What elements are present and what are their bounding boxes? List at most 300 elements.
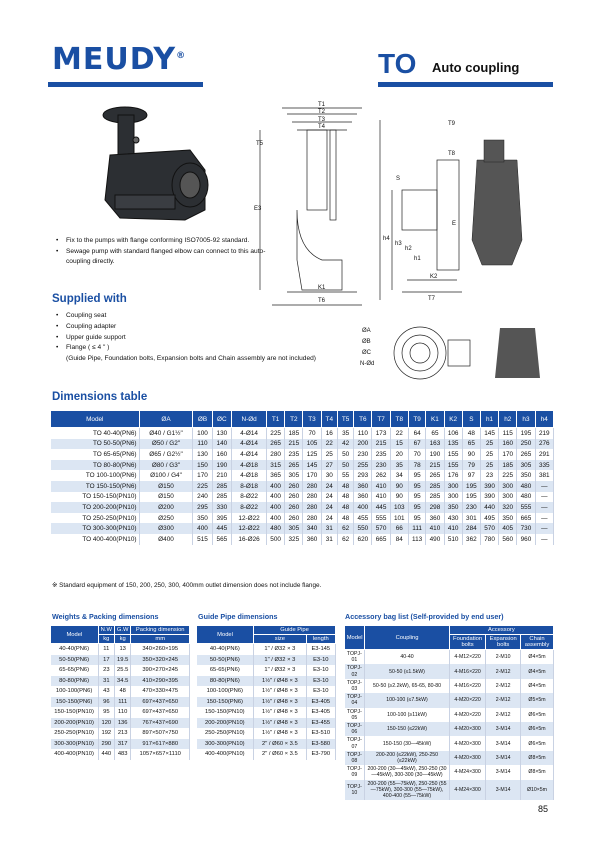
table-cell: 17: [98, 655, 114, 666]
label-t5: T5: [256, 141, 264, 147]
table-cell: 31: [98, 676, 114, 687]
label-t3: T3: [318, 117, 326, 123]
table-cell: 250-250(PN10): [51, 728, 99, 739]
column-header: ØA: [139, 411, 193, 428]
table-row: [345, 765, 554, 779]
table-cell: 305: [285, 470, 303, 481]
table-cell: 300: [499, 492, 517, 503]
label-t9: T9: [448, 121, 456, 127]
table-cell: 440: [98, 749, 114, 760]
table-cell: 20: [390, 449, 408, 460]
dimension-drawing: [252, 100, 558, 315]
table-cell: 97: [462, 470, 480, 481]
table-cell: 570: [480, 523, 498, 534]
guide-table: [196, 625, 336, 760]
table-cell: 390: [480, 481, 498, 492]
table-cell: 48: [462, 428, 480, 439]
table-cell: TOPJ-01: [345, 650, 365, 665]
table-row: [51, 676, 190, 687]
label-t2: T2: [318, 109, 326, 115]
table-cell: TOPJ-07: [345, 736, 365, 750]
table-cell: TO 40-40(PN6): [51, 428, 140, 439]
column-header: T9: [408, 411, 425, 428]
table-cell: TO 50-50(PN6): [51, 439, 140, 450]
table-cell: E3-580: [306, 739, 335, 750]
table-row: [345, 708, 554, 722]
table-cell: 145: [480, 428, 498, 439]
table-cell: 4-Ø18: [232, 470, 267, 481]
table-row: [197, 655, 336, 666]
table-row: [51, 481, 554, 492]
table-cell: 565: [212, 534, 232, 545]
product-name: Auto coupling: [432, 60, 520, 75]
table-row: [51, 655, 190, 666]
table-cell: 173: [372, 428, 390, 439]
table-cell: 200-200 (55—75kW), 250-250 (55—75kW), 300-300 (55—75kW), 400-400 (55—75kW): [365, 780, 450, 801]
col-model: Model: [345, 626, 365, 650]
table-cell: Ø4×5m: [520, 679, 553, 693]
table-cell: 24: [321, 492, 337, 503]
table-cell: 1½" / Ø48 × 3: [254, 697, 307, 708]
table-row: [197, 676, 336, 687]
unit-kg: kg: [98, 635, 114, 644]
table-cell: 200-200 (≤22kW), 250-250 (≤22kW): [365, 751, 450, 765]
table-cell: 225: [193, 481, 212, 492]
table-cell: 200-200(PN10): [197, 718, 254, 729]
column-header: ØC: [212, 411, 232, 428]
table-cell: 1" / Ø32 × 3: [254, 665, 307, 676]
table-cell: 140: [212, 439, 232, 450]
table-cell: 480: [517, 492, 535, 503]
table-cell: E3-405: [306, 707, 335, 718]
table-cell: 445: [212, 523, 232, 534]
table-cell: 4-M24×300: [449, 780, 486, 801]
table-cell: 105: [303, 439, 321, 450]
table-cell: 16: [321, 428, 337, 439]
table-cell: 515: [193, 534, 212, 545]
table-cell: E3-790: [306, 749, 335, 760]
table-cell: 4-Ø18: [232, 460, 267, 471]
table-cell: 262: [372, 470, 390, 481]
table-cell: 400: [267, 481, 285, 492]
table-cell: 200-200(PN10): [51, 718, 99, 729]
table-cell: 25: [480, 439, 498, 450]
accessory-heading: Accessory bag list (Self-provided by end user): [345, 612, 504, 621]
column-header: T4: [321, 411, 337, 428]
table-cell: 295: [193, 502, 212, 513]
table-cell: 50: [337, 449, 353, 460]
table-cell: 100-100 (≥11kW): [365, 708, 450, 722]
table-cell: 135: [444, 439, 462, 450]
table-cell: 48: [337, 513, 353, 524]
flange-drawing: [360, 318, 550, 388]
table-cell: TO 65-65(PN6): [51, 449, 140, 460]
table-cell: TOPJ-08: [345, 751, 365, 765]
table-cell: 115: [499, 428, 517, 439]
table-cell: 50-50(PN6): [51, 655, 99, 666]
table-cell: 350: [499, 513, 517, 524]
table-cell: 4-M20×300: [449, 736, 486, 750]
label-k1: K1: [318, 285, 326, 291]
feature-item: • Fix to the pumps with flange conforming ISO7005-92 standard.: [56, 236, 286, 247]
table-row: [197, 718, 336, 729]
label-oa: ØA: [362, 328, 371, 334]
table-cell: 8-Ø18: [232, 481, 267, 492]
table-cell: 4-M20×220: [449, 708, 486, 722]
table-cell: 25.5: [114, 665, 131, 676]
col-expansion: Expansion bolts: [486, 635, 521, 650]
table-cell: TO 150-150(PN10): [51, 492, 140, 503]
table-cell: 410: [426, 523, 444, 534]
table-cell: 300: [444, 481, 462, 492]
table-cell: Ø65 / G2½": [139, 449, 193, 460]
table-cell: 1" / Ø32 × 3: [254, 655, 307, 666]
table-cell: 16-Ø26: [232, 534, 267, 545]
table-cell: 64: [408, 428, 425, 439]
table-cell: 265: [285, 460, 303, 471]
label-h4: h4: [383, 236, 390, 242]
supplied-item: • Upper guide support: [56, 333, 316, 344]
table-cell: 90: [390, 492, 408, 503]
table-cell: 470×330×475: [131, 686, 190, 697]
table-cell: 50-50 (≥2.2kW), 65-65, 80-80: [365, 679, 450, 693]
table-cell: 300: [499, 481, 517, 492]
table-cell: Ø6×5m: [520, 736, 553, 750]
table-cell: 95: [98, 707, 114, 718]
table-cell: 315: [267, 460, 285, 471]
col-model: Model: [51, 626, 99, 644]
table-cell: 150-150(PN10): [51, 707, 99, 718]
table-cell: 62: [337, 523, 353, 534]
table-cell: 276: [535, 439, 553, 450]
table-cell: 24: [321, 481, 337, 492]
table-cell: 1057×657×1110: [131, 749, 190, 760]
table-cell: Ø4×5m: [520, 650, 553, 665]
column-header: N-Ød: [232, 411, 267, 428]
table-cell: 897×507×750: [131, 728, 190, 739]
table-cell: 480: [267, 523, 285, 534]
table-cell: 130: [212, 428, 232, 439]
table-cell: 400: [193, 523, 212, 534]
table-cell: 106: [444, 428, 462, 439]
table-cell: 730: [517, 523, 535, 534]
header-rule-right: [378, 82, 553, 87]
table-cell: 350: [193, 513, 212, 524]
table-row: [197, 644, 336, 655]
column-header: T3: [303, 411, 321, 428]
table-cell: 340: [303, 523, 321, 534]
table-cell: 260: [285, 513, 303, 524]
table-cell: 150-150(PN6): [197, 697, 254, 708]
table-cell: 22: [321, 439, 337, 450]
col-model: Model: [197, 626, 254, 644]
table-row: [51, 449, 554, 460]
label-e3: E3: [254, 206, 262, 212]
table-cell: 24: [321, 502, 337, 513]
table-cell: 40-40: [365, 650, 450, 665]
col-guide-pipe: Guide Pipe: [254, 626, 336, 635]
table-cell: 192: [98, 728, 114, 739]
table-row: [51, 728, 190, 739]
table-cell: 1½" / Ø48 × 3: [254, 686, 307, 697]
table-cell: 95: [408, 481, 425, 492]
table-cell: 95: [408, 513, 425, 524]
table-cell: 260: [285, 502, 303, 513]
dimensions-header-row: [51, 411, 554, 428]
table-cell: 50: [337, 460, 353, 471]
table-row: [197, 697, 336, 708]
table-cell: TOPJ-10: [345, 780, 365, 801]
table-cell: 405: [499, 523, 517, 534]
table-cell: 4-M24×300: [449, 765, 486, 779]
table-cell: 65-65(PN6): [197, 665, 254, 676]
unit-mm: mm: [131, 635, 190, 644]
table-row: [51, 686, 190, 697]
table-cell: TO 400-400(PN10): [51, 534, 140, 545]
table-cell: 120: [98, 718, 114, 729]
table-cell: TOPJ-06: [345, 722, 365, 736]
table-cell: 265: [267, 439, 285, 450]
table-cell: Ø80 / G3": [139, 460, 193, 471]
col-gw: G.W: [114, 626, 131, 635]
table-cell: TO 80-80(PN6): [51, 460, 140, 471]
table-cell: 100-100 (≤7.5kW): [365, 693, 450, 707]
table-cell: 400: [267, 513, 285, 524]
table-cell: 100-100(PN6): [197, 686, 254, 697]
table-cell: 395: [212, 513, 232, 524]
table-cell: 240: [193, 492, 212, 503]
table-row: [51, 665, 190, 676]
table-cell: 48: [337, 502, 353, 513]
table-cell: 210: [212, 470, 232, 481]
table-cell: 4-M20×300: [449, 751, 486, 765]
table-cell: Ø250: [139, 513, 193, 524]
table-row: [345, 679, 554, 693]
table-cell: 23: [480, 470, 498, 481]
table-cell: 3-M14: [486, 765, 521, 779]
table-cell: 225: [267, 428, 285, 439]
col-nw: N.W: [98, 626, 114, 635]
label-t1: T1: [318, 102, 326, 108]
table-cell: 185: [285, 428, 303, 439]
table-cell: 250: [517, 439, 535, 450]
table-cell: —: [535, 481, 553, 492]
column-header: h4: [535, 411, 553, 428]
table-cell: 2-M12: [486, 679, 521, 693]
table-cell: 350: [517, 470, 535, 481]
table-cell: 113: [408, 534, 425, 545]
table-cell: 95: [408, 502, 425, 513]
table-cell: 400: [267, 492, 285, 503]
table-cell: —: [535, 502, 553, 513]
table-cell: 430: [444, 513, 462, 524]
table-cell: 150-150(PN10): [197, 707, 254, 718]
table-cell: 4-M20×300: [449, 722, 486, 736]
table-cell: Ø150: [139, 492, 193, 503]
table-cell: 67: [408, 439, 425, 450]
page-number: 85: [538, 804, 549, 814]
table-cell: 90: [462, 449, 480, 460]
guide-heading: Guide Pipe dimensions: [198, 612, 278, 621]
column-header: Model: [51, 411, 140, 428]
table-cell: 25: [480, 449, 498, 460]
table-cell: —: [535, 492, 553, 503]
table-cell: 230: [462, 502, 480, 513]
table-cell: E3-10: [306, 655, 335, 666]
table-cell: 280: [303, 513, 321, 524]
table-cell: 50-50(PN6): [197, 655, 254, 666]
table-cell: 215: [285, 439, 303, 450]
table-cell: 219: [535, 428, 553, 439]
table-cell: 780: [480, 534, 498, 545]
table-cell: 12-Ø22: [232, 513, 267, 524]
table-cell: 35: [390, 460, 408, 471]
table-cell: —: [535, 523, 553, 534]
table-cell: 400-400(PN10): [51, 749, 99, 760]
table-cell: 34: [390, 470, 408, 481]
table-cell: 48: [337, 492, 353, 503]
table-cell: 215: [426, 460, 444, 471]
table-cell: 195: [462, 481, 480, 492]
table-cell: 410: [372, 492, 390, 503]
table-cell: 95: [408, 470, 425, 481]
table-cell: E3-510: [306, 728, 335, 739]
table-cell: TOPJ-05: [345, 708, 365, 722]
table-cell: 390: [480, 492, 498, 503]
table-cell: 3-M14: [486, 751, 521, 765]
table-cell: 3-M14: [486, 722, 521, 736]
table-cell: 570: [372, 523, 390, 534]
table-row: [51, 470, 554, 481]
table-row: [197, 739, 336, 750]
table-cell: 40-40(PN6): [197, 644, 254, 655]
table-cell: 300-300(PN10): [197, 739, 254, 750]
table-row: [51, 460, 554, 471]
label-s: S: [396, 176, 401, 182]
table-row: [345, 722, 554, 736]
label-t7: T7: [428, 296, 436, 302]
table-cell: 350: [444, 502, 462, 513]
dimensions-table: [50, 410, 554, 545]
table-cell: 510: [444, 534, 462, 545]
table-cell: 125: [303, 449, 321, 460]
table-cell: Ø4×5m: [520, 664, 553, 678]
product-photo: [80, 100, 230, 235]
table-cell: 400: [354, 502, 372, 513]
table-cell: 150-150 (≤22kW): [365, 722, 450, 736]
table-cell: 190: [426, 449, 444, 460]
feature-item: • Sewage pump with standard flanged elbow can connect to this auto-coupling directly.: [56, 247, 286, 268]
table-cell: 400: [267, 502, 285, 513]
table-row: [51, 439, 554, 450]
table-cell: 145: [303, 460, 321, 471]
table-cell: 2-M12: [486, 708, 521, 722]
table-cell: 25: [480, 460, 498, 471]
table-row: [345, 751, 554, 765]
table-cell: 495: [480, 513, 498, 524]
col-size: size: [254, 635, 307, 644]
supplied-item: • Coupling seat: [56, 311, 316, 322]
table-cell: 260: [285, 492, 303, 503]
label-t8: T8: [448, 151, 456, 157]
column-header: S: [462, 411, 480, 428]
column-header: K1: [426, 411, 444, 428]
table-cell: Ø300: [139, 523, 193, 534]
table-cell: 440: [480, 502, 498, 513]
table-cell: 43: [98, 686, 114, 697]
table-cell: 8-Ø22: [232, 502, 267, 513]
table-cell: 305: [285, 523, 303, 534]
table-cell: 23: [98, 665, 114, 676]
table-cell: 317: [114, 739, 131, 750]
table-cell: 1½" / Ø48 × 3: [254, 676, 307, 687]
table-cell: 235: [285, 449, 303, 460]
table-cell: 230: [372, 460, 390, 471]
label-h3: h3: [395, 241, 402, 247]
table-cell: 360: [354, 492, 372, 503]
table-cell: 50-50 (≤1.5kW): [365, 664, 450, 678]
table-cell: TOPJ-02: [345, 664, 365, 678]
table-cell: 325: [285, 534, 303, 545]
table-cell: 550: [354, 523, 372, 534]
table-cell: 100: [193, 428, 212, 439]
table-cell: 195: [462, 492, 480, 503]
label-nod: N-Ød: [360, 361, 375, 367]
table-cell: 362: [462, 534, 480, 545]
table-cell: 230: [354, 449, 372, 460]
table-cell: 350×320×245: [131, 655, 190, 666]
table-cell: 155: [444, 449, 462, 460]
table-cell: 300: [444, 492, 462, 503]
table-cell: 110: [193, 439, 212, 450]
table-cell: —: [535, 534, 553, 545]
table-cell: TOPJ-03: [345, 679, 365, 693]
table-cell: 19.5: [114, 655, 131, 666]
table-cell: 360: [303, 534, 321, 545]
table-cell: 4-Ø14: [232, 439, 267, 450]
table-cell: 381: [535, 470, 553, 481]
table-row: [345, 650, 554, 665]
table-cell: 66: [390, 523, 408, 534]
table-cell: 960: [517, 534, 535, 545]
table-row: [51, 492, 554, 503]
table-cell: 3-M14: [486, 780, 521, 801]
table-cell: 330: [212, 502, 232, 513]
table-cell: 150-150 (30—45kW): [365, 736, 450, 750]
table-cell: 400-400(PN10): [197, 749, 254, 760]
table-cell: E3-405: [306, 697, 335, 708]
table-cell: 767×437×690: [131, 718, 190, 729]
table-row: [197, 728, 336, 739]
table-row: [197, 749, 336, 760]
table-cell: 170: [303, 470, 321, 481]
column-header: T8: [390, 411, 408, 428]
feature-list: [56, 236, 286, 268]
table-cell: 285: [426, 481, 444, 492]
table-cell: E3-10: [306, 686, 335, 697]
table-cell: 620: [354, 534, 372, 545]
table-cell: 298: [426, 502, 444, 513]
column-header: T5: [337, 411, 353, 428]
table-cell: TO 300-300(PN10): [51, 523, 140, 534]
table-cell: 4-M16×220: [449, 679, 486, 693]
table-cell: 365: [267, 470, 285, 481]
table-cell: 170: [499, 449, 517, 460]
table-cell: 4-M16×220: [449, 664, 486, 678]
table-cell: 30: [321, 470, 337, 481]
table-cell: 340×260×195: [131, 644, 190, 655]
table-cell: 15: [390, 439, 408, 450]
